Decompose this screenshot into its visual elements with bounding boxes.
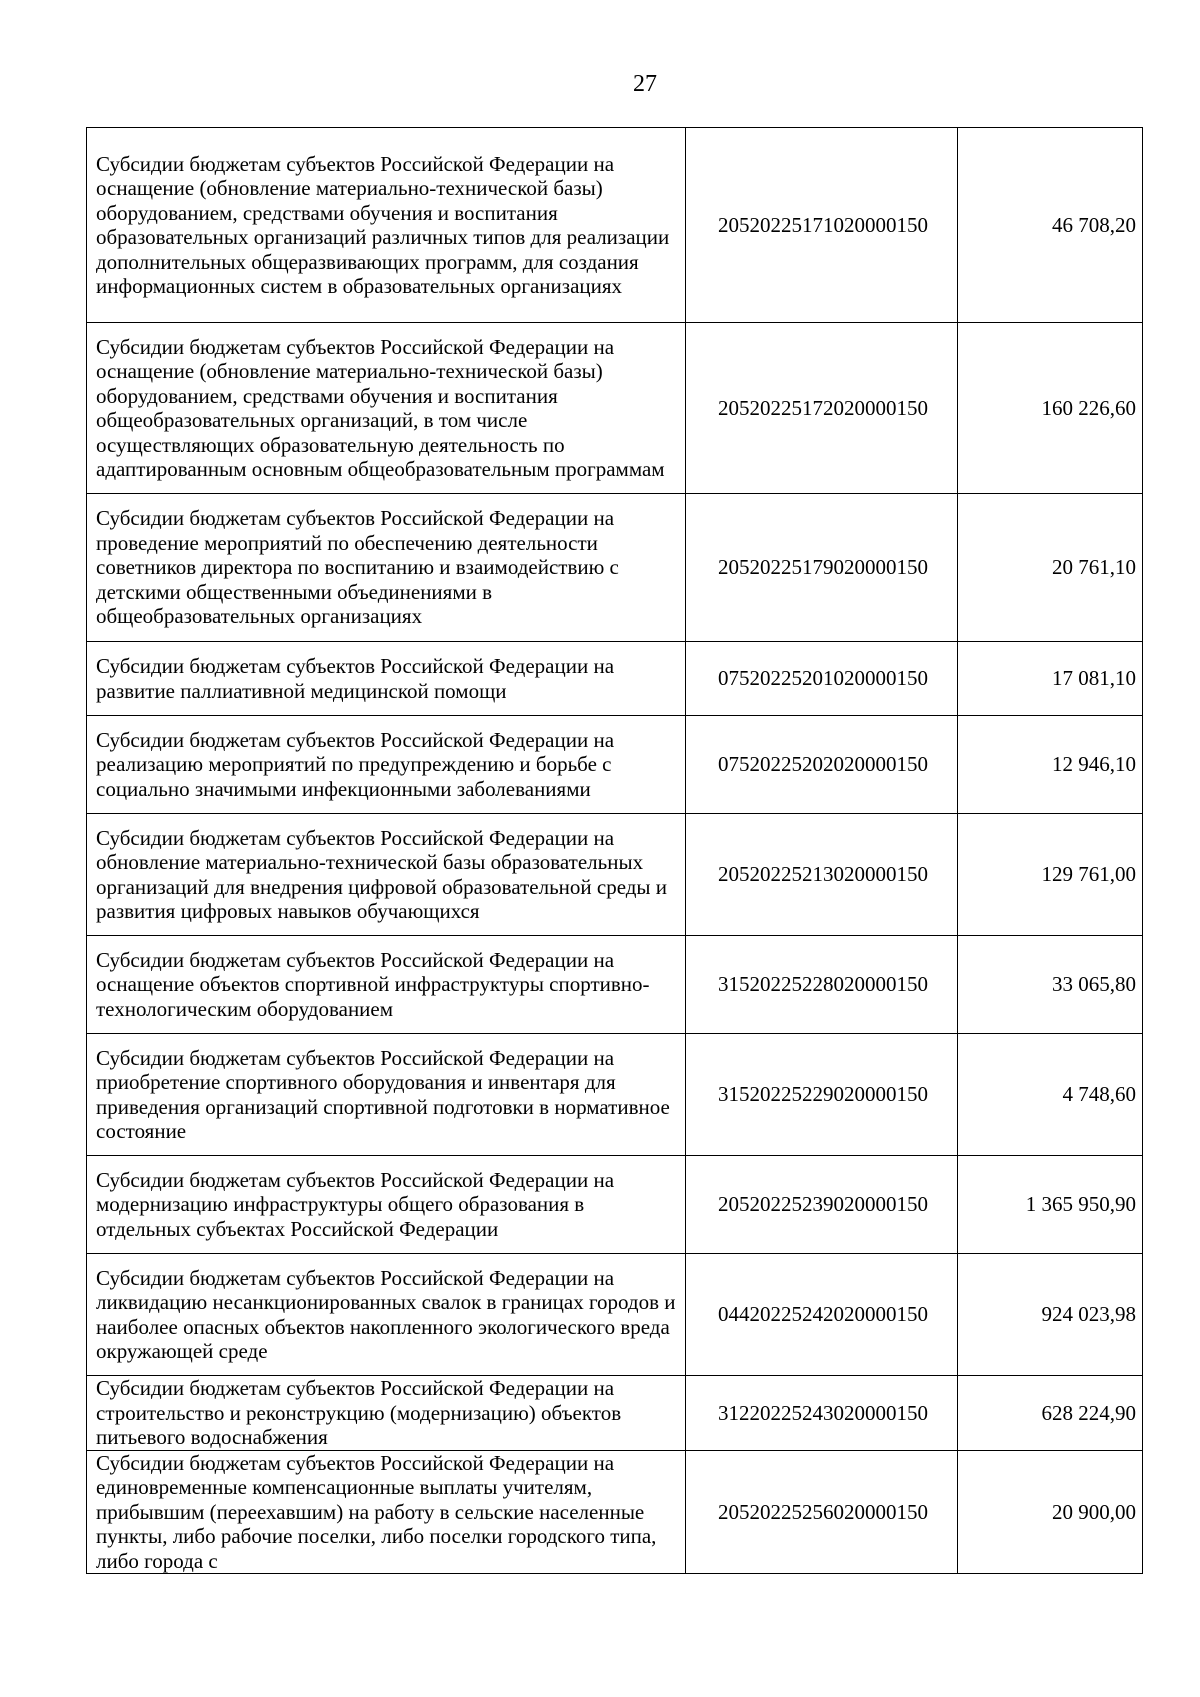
row-amount: 628 224,90 — [958, 1376, 1143, 1451]
row-description: Субсидии бюджетам субъектов Российской Федерации на обновление материально-технической базы образовательных организаций для внедрения цифровой образовательной среды и развития цифровых навыков обучающихся — [87, 814, 686, 936]
table-row — [87, 814, 1143, 936]
row-amount: 20 761,10 — [958, 494, 1143, 642]
row-code: 07520225201020000150 — [686, 642, 958, 716]
table-row — [87, 716, 1143, 814]
row-code: 20520225213020000150 — [686, 814, 958, 936]
row-description: Субсидии бюджетам субъектов Российской Федерации на оснащение (обновление материально-технической базы) оборудованием, средствами обучения и воспитания общеобразовательных организаций, в том числе осуществляющих образовательную деятельность по адаптированным основным общеобразовательным программам — [87, 323, 686, 494]
table-row — [87, 1254, 1143, 1376]
row-amount: 12 946,10 — [958, 716, 1143, 814]
row-amount: 160 226,60 — [958, 323, 1143, 494]
table-row — [87, 1034, 1143, 1156]
row-amount: 4 748,60 — [958, 1034, 1143, 1156]
row-code: 31220225243020000150 — [686, 1376, 958, 1451]
row-description: Субсидии бюджетам субъектов Российской Федерации на развитие паллиативной медицинской помощи — [87, 642, 686, 716]
row-code: 20520225171020000150 — [686, 128, 958, 323]
row-amount: 46 708,20 — [958, 128, 1143, 323]
row-amount: 20 900,00 — [958, 1450, 1143, 1574]
row-description: Субсидии бюджетам субъектов Российской Федерации на строительство и реконструкцию (модернизацию) объектов питьевого водоснабжения — [87, 1376, 686, 1451]
page-number: 27 — [633, 71, 657, 97]
table-row — [87, 936, 1143, 1034]
table-row — [87, 642, 1143, 716]
table-row — [87, 1450, 1143, 1574]
row-description: Субсидии бюджетам субъектов Российской Федерации на приобретение спортивного оборудования и инвентаря для приведения организаций спортивной подготовки в нормативное состояние — [87, 1034, 686, 1156]
table-row — [87, 494, 1143, 642]
row-code: 20520225256020000150 — [686, 1450, 958, 1574]
table-row — [87, 128, 1143, 323]
row-code: 20520225172020000150 — [686, 323, 958, 494]
row-code: 31520225229020000150 — [686, 1034, 958, 1156]
row-amount: 129 761,00 — [958, 814, 1143, 936]
row-amount: 33 065,80 — [958, 936, 1143, 1034]
row-description: Субсидии бюджетам субъектов Российской Федерации на оснащение (обновление материально-технической базы) оборудованием, средствами обучения и воспитания образовательных организаций различных типов для реализации дополнительных общеразвивающих программ, для создания информационных систем в образовательных организациях — [87, 128, 686, 323]
row-code: 20520225239020000150 — [686, 1156, 958, 1254]
row-code: 04420225242020000150 — [686, 1254, 958, 1376]
row-code: 31520225228020000150 — [686, 936, 958, 1034]
row-description: Субсидии бюджетам субъектов Российской Федерации на ликвидацию несанкционированных свалок в границах городов и наиболее опасных объектов накопленного экологического вреда окружающей среде — [87, 1254, 686, 1376]
row-code: 07520225202020000150 — [686, 716, 958, 814]
row-description: Субсидии бюджетам субъектов Российской Федерации на проведение мероприятий по обеспечению деятельности советников директора по воспитанию и взаимодействию с детскими общественными объединениями в общеобразовательных организациях — [87, 494, 686, 642]
row-description: Субсидии бюджетам субъектов Российской Федерации на единовременные компенсационные выплаты учителям, прибывшим (переехавшим) на работу в сельские населенные пункты, либо рабочие поселки, либо поселки городского типа, либо города с — [87, 1450, 686, 1574]
table-row — [87, 323, 1143, 494]
row-amount: 924 023,98 — [958, 1254, 1143, 1376]
row-description: Субсидии бюджетам субъектов Российской Федерации на оснащение объектов спортивной инфраструктуры спортивно-технологическим оборудованием — [87, 936, 686, 1034]
row-description: Субсидии бюджетам субъектов Российской Федерации на реализацию мероприятий по предупреждению и борьбе с социально значимыми инфекционными заболеваниями — [87, 716, 686, 814]
table-row — [87, 1156, 1143, 1254]
row-amount: 1 365 950,90 — [958, 1156, 1143, 1254]
row-code: 20520225179020000150 — [686, 494, 958, 642]
row-description: Субсидии бюджетам субъектов Российской Федерации на модернизацию инфраструктуры общего образования в отдельных субъектах Российской Федерации — [87, 1156, 686, 1254]
row-amount: 17 081,10 — [958, 642, 1143, 716]
table-row — [87, 1376, 1143, 1451]
subsidies-table — [86, 127, 1143, 1574]
